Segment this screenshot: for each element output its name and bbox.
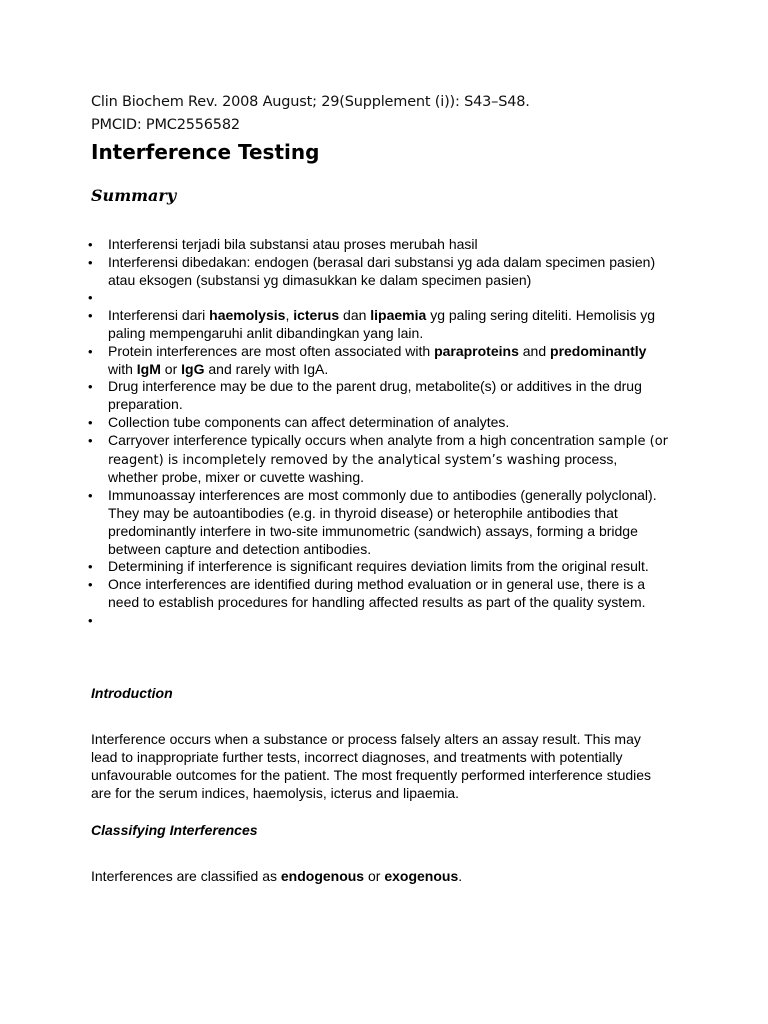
bullet-item: • Immunoassay interferences are most commonly due to antibodies (generally polyclonal). They may be autoantibodies (e.g. in thyroid disease) or heterophile antibodies that predominantly interfere in two-site immunometric (sandwich) assays, forming a bridge between capture and detection antibodies. — [0, 487, 670, 558]
introduction-paragraph: Interference occurs when a substance or process falsely alters an assay result. This may lead to inappropriate further tests, incorrect diagnoses, and treatments with potentially unfavourable outcomes for the patient. The most frequently performed interference studies are for the serum indices, haemolysis, icterus and lipaemia. — [91, 731, 652, 801]
bullet-text: and — [518, 342, 551, 359]
bullet-text: and rarely with IgA. — [204, 360, 329, 377]
bold-term: icterus — [293, 307, 340, 324]
bold-term: endogenous — [280, 868, 365, 884]
citation-journal: Clin Biochem Rev. 2008 August; 29(Supplement (i)): S43–S48. — [91, 94, 530, 110]
classifying-heading: Classifying Interferences — [91, 822, 258, 838]
bullet-text: , — [285, 307, 294, 324]
bullet-item: • Determining if interference is significant requires deviation limits from the original result. — [0, 558, 670, 576]
bold-term: IgG — [181, 360, 205, 377]
paragraph-text: Interferences are classified as — [91, 868, 281, 884]
citation-pmcid: PMCID: PMC2556582 — [91, 117, 240, 133]
empty-bullet-item — [0, 612, 670, 630]
bullet-text: Interferensi dari — [108, 307, 210, 324]
bold-term: IgM — [136, 360, 161, 377]
paragraph-text: or — [364, 868, 385, 884]
empty-bullet-item — [0, 289, 670, 307]
classifying-paragraph — [91, 867, 661, 885]
summary-heading: Summary — [91, 186, 177, 205]
bold-term: exogenous — [384, 868, 459, 884]
bullet-text: Protein interferences are most often associated with — [108, 342, 435, 359]
bold-term: lipaemia — [370, 307, 427, 324]
bold-term: predominantly — [550, 342, 647, 359]
introduction-heading: Introduction — [91, 685, 173, 701]
bullet-item: • Interferensi terjadi bila substansi atau proses merubah hasil — [0, 236, 670, 254]
bullet-text: or — [160, 360, 182, 377]
bullet-item — [0, 307, 670, 343]
bullet-item: • Drug interference may be due to the parent drug, metabolite(s) or additives in the drug preparation. — [0, 378, 670, 414]
bullet-text: with — [108, 360, 137, 377]
bullet-text: process, whether probe, mixer or cuvette washing. — [108, 450, 618, 486]
bullet-text: dan — [339, 307, 371, 324]
bullet-text: Carryover interference typically occurs when analyte from a high concentration — [108, 431, 599, 448]
bullet-text: sample (or reagent) is incompletely removed by the analytical system’s washing — [108, 433, 669, 468]
document-title: Interference Testing — [91, 140, 320, 164]
bold-term: paraproteins — [434, 342, 519, 359]
summary-list — [0, 236, 670, 630]
bullet-item: • Interferensi dibedakan: endogen (berasal dari substansi yg ada dalam specimen pasien) atau eksogen (substansi yg dimasukkan ke dalam specimen pasien) — [0, 254, 670, 290]
bullet-item: • Collection tube components can affect determination of analytes. — [0, 414, 670, 432]
bullet-item — [0, 343, 670, 379]
bullet-item — [0, 432, 670, 487]
bullet-text: yg paling sering diteliti. Hemolisis yg paling mempengaruhi anlit dibandingkan yang lain. — [108, 307, 656, 341]
bold-term: haemolysis — [209, 307, 286, 324]
bullet-item: • Once interferences are identified during method evaluation or in general use, there is a need to establish procedures for handling affected results as part of the quality system. — [0, 576, 670, 612]
paragraph-text: . — [458, 868, 463, 884]
